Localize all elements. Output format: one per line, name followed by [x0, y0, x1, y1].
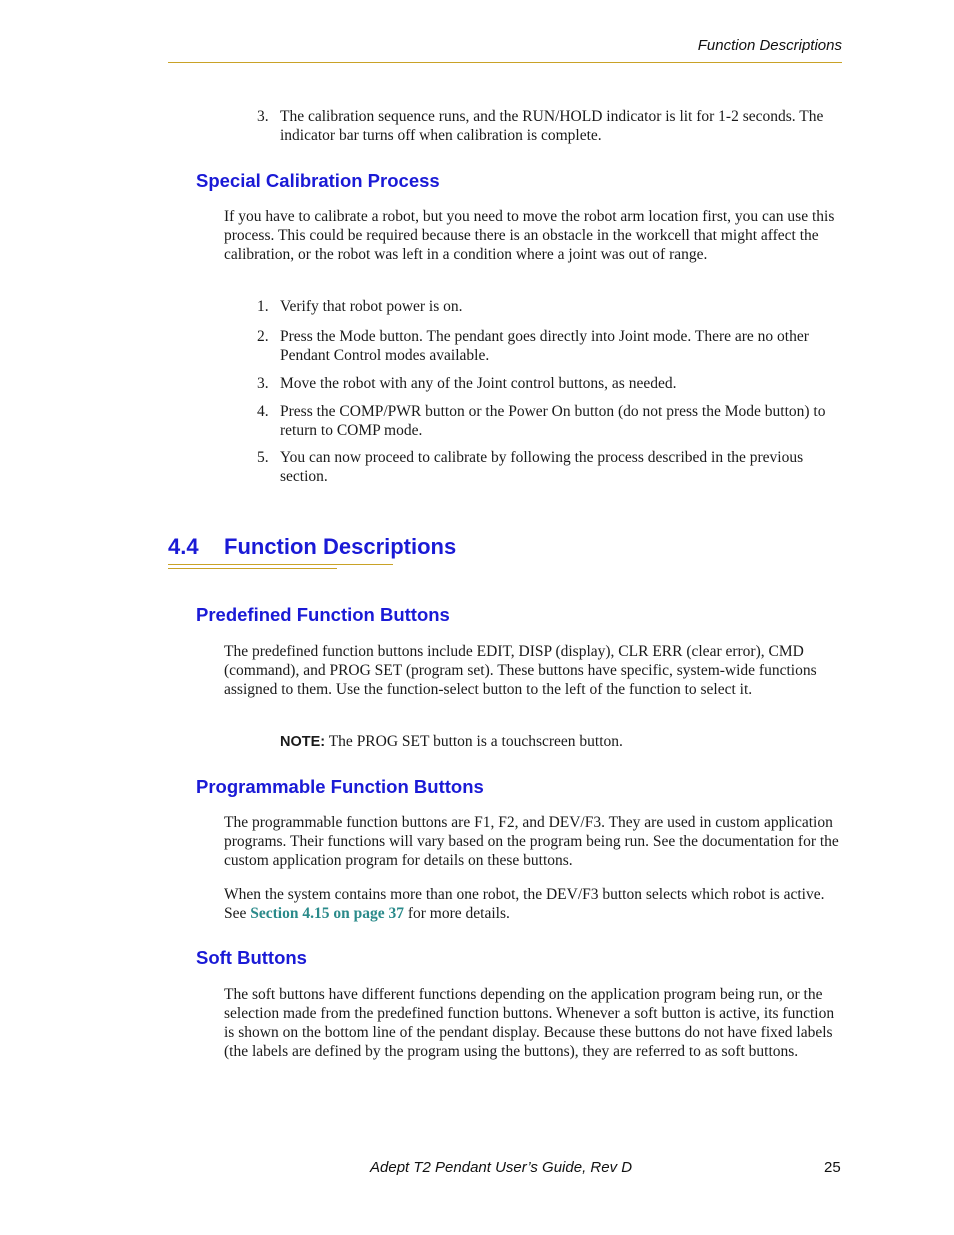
- running-header: Function Descriptions: [697, 37, 842, 54]
- section-underline: [168, 568, 337, 569]
- list-item-number: 3.: [257, 375, 269, 392]
- note-text: The PROG SET button is a touchscreen button.: [328, 733, 623, 750]
- paragraph-text: for more details.: [403, 905, 510, 922]
- list-item-number: 3.: [257, 108, 269, 125]
- list-item-text: The calibration sequence runs, and the RUN/HOLD indicator is lit for 1-2 seconds. The indicator bar turns off when calibration is complete.: [280, 108, 824, 144]
- list-item-number: 2.: [257, 328, 269, 345]
- soft-buttons-paragraph: The soft buttons have different functions depending on the application program being run, or the selection made from the predefined function buttons. Whenever a soft button is active, its function is shown on the bottom line of the pendant display. Because these buttons do not have fixed labels (the labels are defined by the program using the buttons), they are referred to as soft buttons.: [224, 986, 835, 1060]
- heading-special-calibration: Special Calibration Process: [196, 170, 440, 191]
- page-number: 25: [824, 1159, 841, 1176]
- section-title: Function Descriptions: [224, 534, 457, 559]
- predefined-paragraph: The predefined function buttons include EDIT, DISP (display), CLR ERR (clear error), CMD (command), and PROG SET (program set). These buttons have specific, system-wide functions assigned to them. Use the function-select button to the left of the function to select it.: [224, 643, 817, 698]
- heading-predefined-function-buttons: Predefined Function Buttons: [196, 604, 450, 625]
- footer-title: Adept T2 Pendant User’s Guide, Rev D: [370, 1159, 633, 1176]
- section-number: 4.4: [168, 534, 199, 559]
- heading-soft-buttons: Soft Buttons: [196, 947, 307, 968]
- list-item-text: Verify that robot power is on.: [280, 298, 463, 315]
- paragraph-text: When the system contains more than one robot, the DEV/F3 button selects which robot is active. See: [224, 886, 825, 922]
- list-item-text: Press the Mode button. The pendant goes directly into Joint mode. There are no other Pendant Control modes available.: [280, 328, 809, 364]
- list-item-text: Move the robot with any of the Joint control buttons, as needed.: [280, 375, 677, 392]
- list-item-number: 1.: [257, 298, 269, 315]
- list-item-text: You can now proceed to calibrate by following the process described in the previous section.: [280, 449, 804, 485]
- programmable-paragraph-1: The programmable function buttons are F1, F2, and DEV/F3. They are used in custom application programs. Their functions will vary based on the program being run. See the documentation for the custom application program for details on these buttons.: [224, 814, 839, 869]
- section-underline: [168, 564, 393, 565]
- note-label: NOTE:: [280, 734, 326, 750]
- section-cross-reference-link[interactable]: Section 4.15 on page 37: [250, 905, 404, 922]
- special-calibration-paragraph: If you have to calibrate a robot, but you need to move the robot arm location first, you can use this process. This could be required because there is an obstacle in the workcell that might affect the calibration, or the robot was left in a condition where a joint was out of range.: [224, 208, 835, 263]
- heading-programmable-function-buttons: Programmable Function Buttons: [196, 776, 484, 797]
- note: [280, 732, 840, 752]
- header-divider: [168, 62, 842, 63]
- list-item-number: 5.: [257, 449, 269, 466]
- list-item-text: Press the COMP/PWR button or the Power On button (do not press the Mode button) to return to COMP mode.: [280, 403, 826, 439]
- list-item-number: 4.: [257, 403, 269, 420]
- programmable-paragraph-2: [224, 885, 842, 923]
- section-heading: [168, 534, 456, 560]
